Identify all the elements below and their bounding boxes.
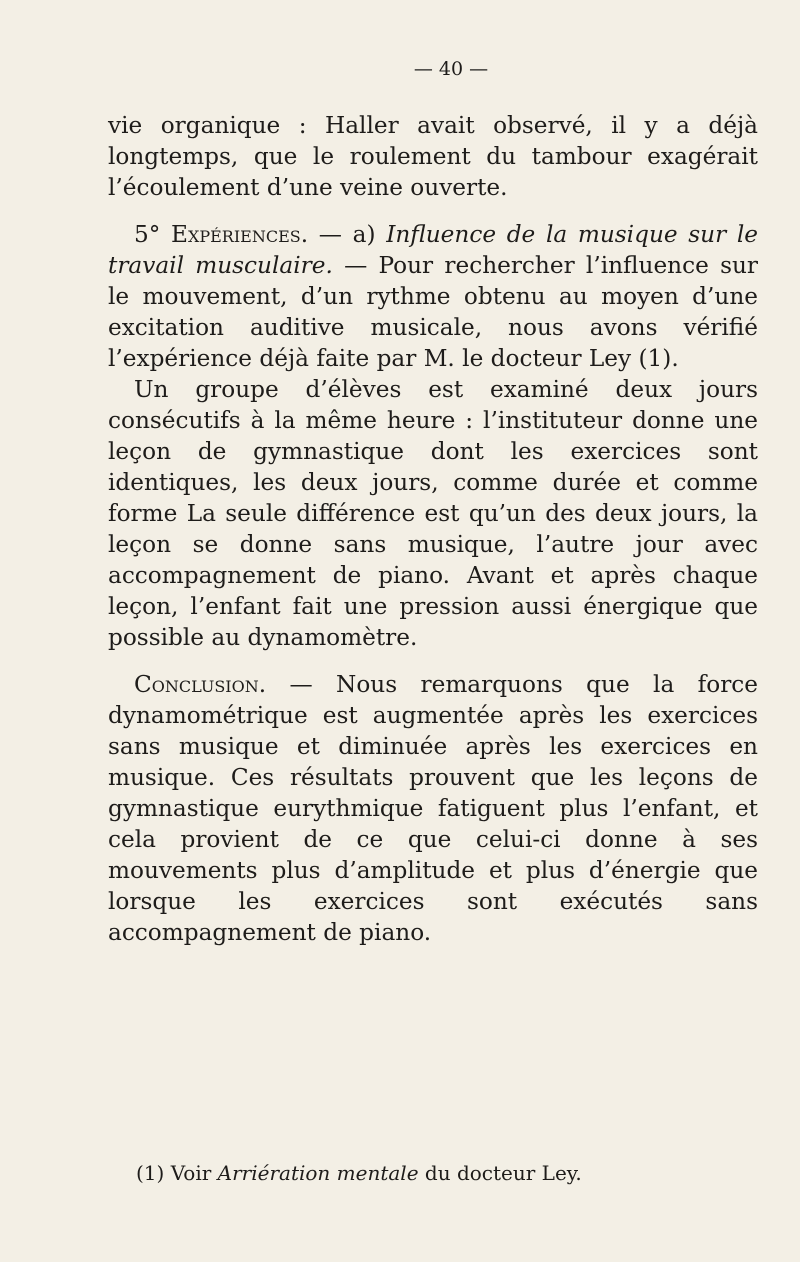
section-dash: — a) [308, 221, 387, 248]
document-page [108, 58, 758, 948]
section-number: 5° [134, 221, 161, 248]
footnote-marker: (1) [136, 1161, 165, 1185]
page-number: — 40 — [413, 58, 489, 80]
footnote-tail: du docteur Ley. [418, 1161, 582, 1185]
footnote-lead: Voir [164, 1161, 218, 1185]
section-text: — Pour rechercher l’influence sur le mouvement, d’un rythme obtenu au moyen d’une excitation auditive musicale, nous avons vérifié l’expérience déjà faite par M. le docteur Ley (1). [108, 252, 758, 372]
section-subtitle: Influence de la musique sur le travail musculaire. [108, 221, 758, 279]
experiment-paragraph: Un groupe d’élèves est examiné deux jours consécutifs à la même heure : l’instituteur donne une leçon de gymnastique dont les exercices sont identiques, les deux jours, comme durée et comme forme La seule différence est qu’un des deux jours, la leçon se donne sans musique, l’autre jour avec accompagnement de piano. Avant et après chaque leçon, l’enfant fait une pression aussi énergique que possible au dynamomètre. [108, 376, 758, 651]
footnote [136, 1160, 582, 1186]
conclusion-heading: Conclusion. [134, 671, 267, 698]
conclusion-paragraph [108, 669, 758, 948]
section-heading: Expériences. [171, 221, 309, 248]
paragraph-continued: vie organique : Haller avait observé, il y a déjà longtemps, que le roulement du tambour exagérait l’écoulement d’une veine ouverte. [108, 112, 758, 201]
footnote-title: Arriération mentale [217, 1161, 419, 1185]
section-paragraph [108, 219, 758, 374]
conclusion-text: — Nous remarquons que la force dynamométrique est augmentée après les exercices sans musique et diminuée après les exercices en musique. Ces résultats prouvent que les leçons de gymnastique eurythmique fatiguent plus l’enfant, et cela provient de ce que celui-ci donne à ses mouvements plus d’amplitude et plus d’énergie que lorsque les exercices sont exécutés sans accompagnement de piano. [108, 671, 758, 946]
